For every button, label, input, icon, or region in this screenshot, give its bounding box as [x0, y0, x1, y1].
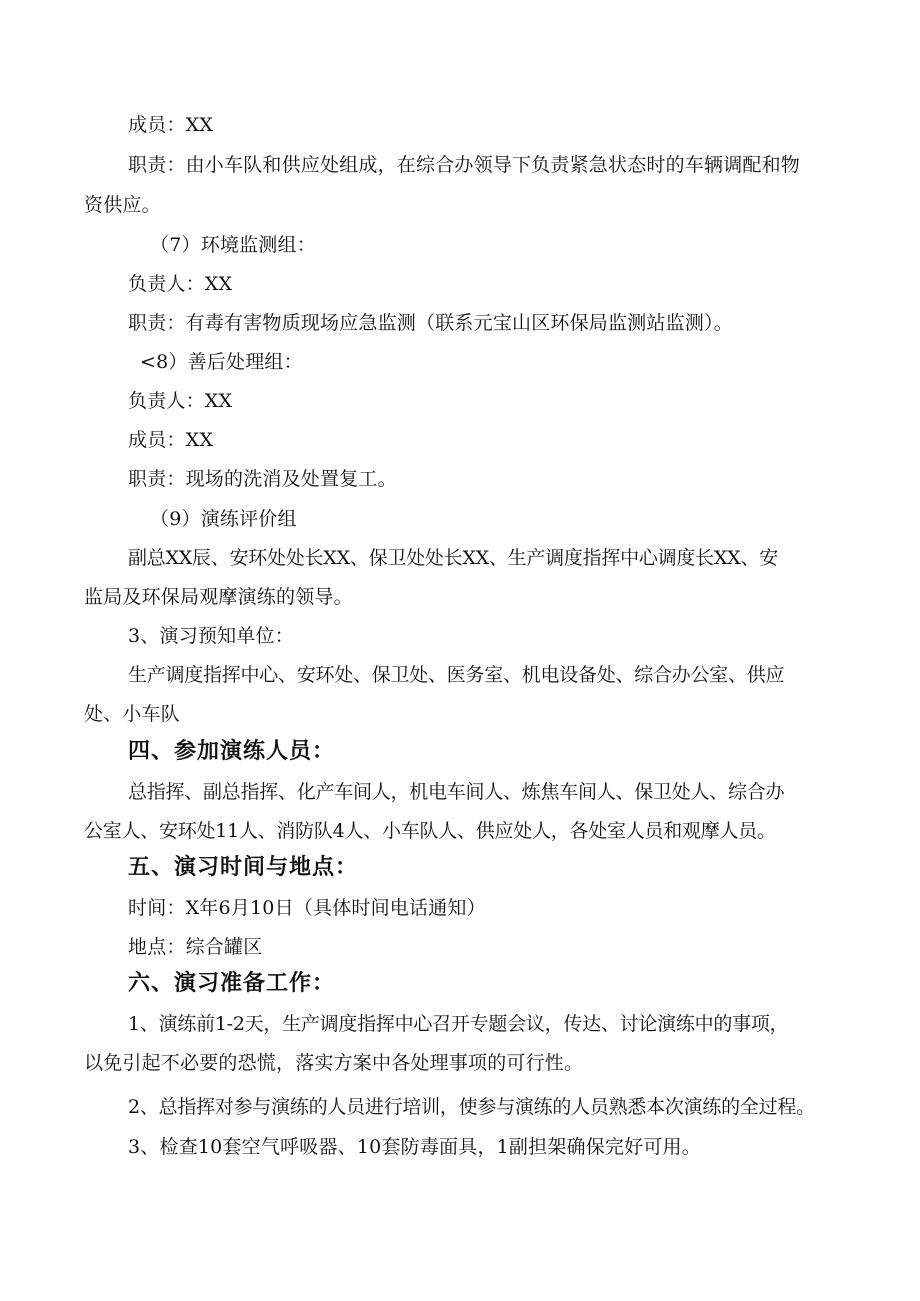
- duty-line-vehicle-group-continued: 资供应。: [84, 194, 161, 216]
- drill-location-line: 地点：综合罐区: [128, 936, 263, 958]
- duty-line-aftermath-group: 职责：现场的洗消及处置复工。: [128, 468, 397, 490]
- heading-drill-participants: 四、参加演练人员：: [128, 739, 336, 764]
- evaluation-members-line-continued: 监局及环保局观摩演练的领导。: [84, 586, 353, 608]
- leader-line-aftermath-group: 负责人：XX: [128, 390, 233, 412]
- section-environment-monitoring-group: （7）环境监测组：: [150, 234, 316, 256]
- member-line-aftermath-group: 成员：XX: [128, 429, 214, 451]
- evaluation-members-line: 副总XX辰、安环处处长XX、保卫处处长XX、生产调度指挥中心调度长XX、安: [128, 547, 778, 569]
- section-aftermath-group: <8）善后处理组：: [140, 351, 303, 373]
- participants-line: 总指挥、副总指挥、化产车间人，机电车间人、炼焦车间人、保卫处人、综合办: [128, 781, 785, 803]
- heading-drill-time-and-location: 五、演习时间与地点：: [128, 855, 359, 880]
- drill-time-line: 时间：X年6月10日（具体时间电话通知）: [128, 897, 486, 919]
- preparation-item-1-line: 1、演练前1-2天，生产调度指挥中心召开专题会议，传达、讨论演练中的事项，: [128, 1013, 789, 1035]
- advance-notice-units-line-continued: 处、小车队: [84, 703, 181, 725]
- advance-notice-units-line: 生产调度指挥中心、安环处、保卫处、医务室、机电设备处、综合办公室、供应: [128, 664, 785, 686]
- preparation-item-2-line: 2、总指挥对参与演练的人员进行培训，使参与演练的人员熟悉本次演练的全过程。: [128, 1096, 815, 1118]
- participants-line-continued: 公室人、安环处11人、消防队4人、小车队人、供应处人，各处室人员和观摩人员。: [84, 820, 776, 842]
- section-drill-evaluation-group: （9）演练评价组: [150, 508, 297, 530]
- preparation-item-1-line-continued: 以免引起不必要的恐慌，落实方案中各处理事项的可行性。: [84, 1052, 584, 1074]
- duty-line-environment-group: 职责：有毒有害物质现场应急监测（联系元宝山区环保局监测站监测）。: [128, 312, 733, 334]
- member-line-vehicle-group: 成员：XX: [128, 114, 214, 136]
- leader-line-environment-group: 负责人：XX: [128, 273, 233, 295]
- heading-drill-preparation: 六、演习准备工作：: [128, 971, 336, 996]
- section-advance-notice-units: 3、演习预知单位：: [128, 625, 294, 647]
- preparation-item-3-line: 3、检查10套空气呼吸器、10套防毒面具，1副担架确保完好可用。: [128, 1136, 701, 1158]
- duty-line-vehicle-group: 职责：由小车队和供应处组成，在综合办领导下负责紧急状态时的车辆调配和物: [128, 154, 801, 176]
